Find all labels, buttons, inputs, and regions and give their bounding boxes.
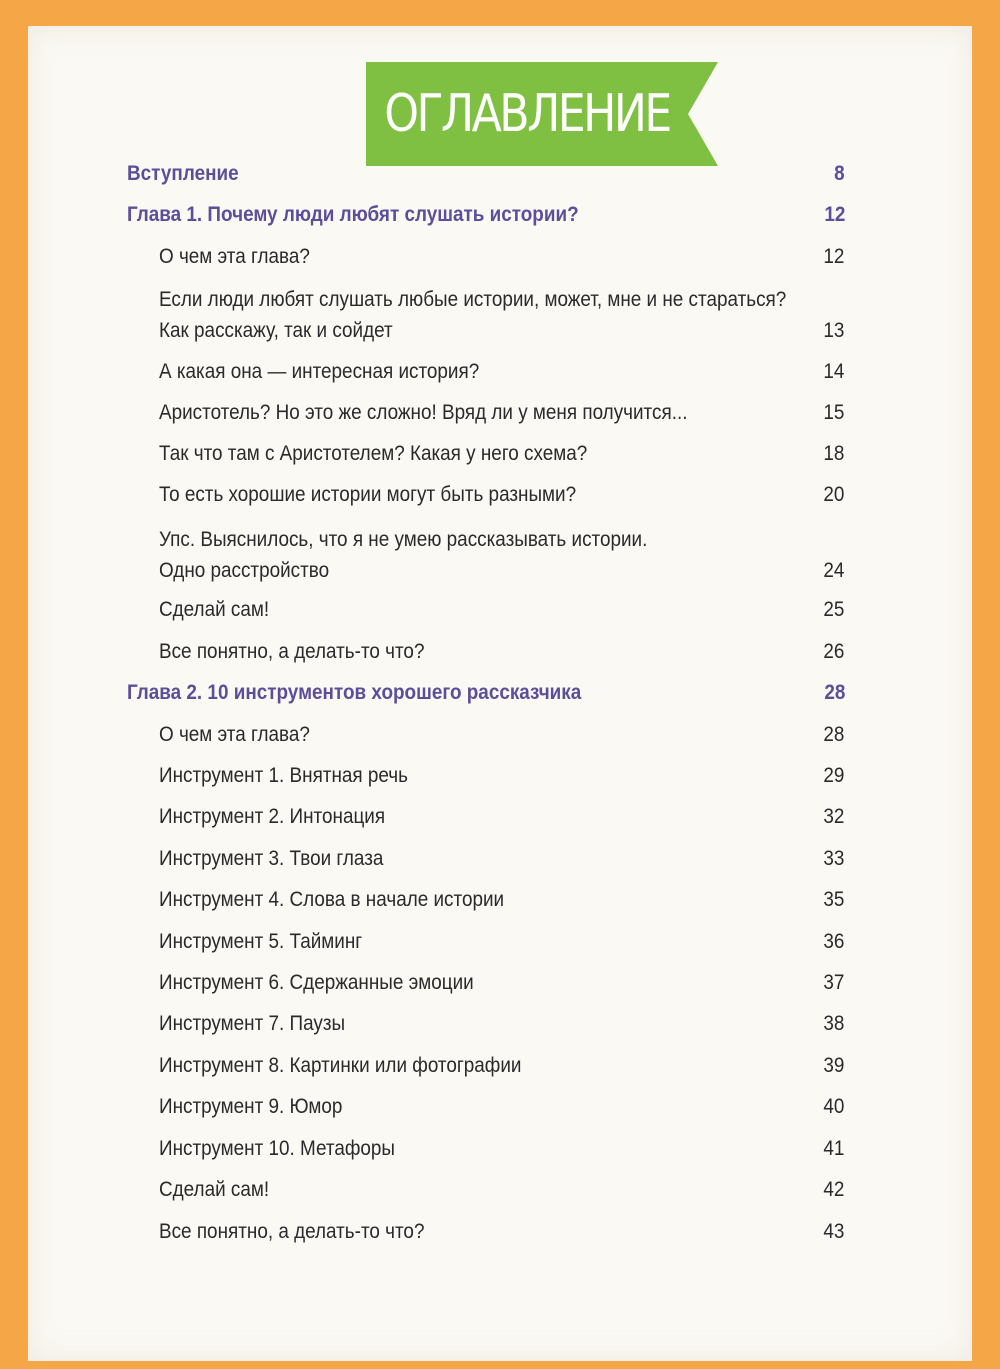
toc-title: Инструмент 5. Тайминг [159, 930, 363, 953]
toc-page: 41 [822, 1137, 844, 1160]
toc-title: Инструмент 7. Паузы [159, 1012, 346, 1035]
toc-page: 26 [822, 640, 844, 663]
toc-title: Инструмент 9. Юмор [159, 1095, 343, 1118]
toc-title: Инструмент 10. Метафоры [159, 1137, 395, 1160]
toc-title: Инструмент 2. Интонация [159, 805, 386, 828]
book-page [28, 26, 972, 1361]
toc-page: 8 [834, 162, 845, 185]
toc-title: Вступление [127, 162, 239, 185]
toc-title: Инструмент 8. Картинки или фотографии [159, 1054, 522, 1077]
toc-title: Инструмент 3. Твои глаза [159, 847, 384, 870]
table-of-contents [28, 26, 972, 1361]
toc-title-line-1: Упс. Выяснилось, что я не умею рассказывать истории. [159, 528, 648, 551]
toc-page: 43 [822, 1220, 844, 1243]
toc-page: 15 [822, 401, 844, 424]
toc-title: Инструмент 6. Сдержанные эмоции [159, 971, 474, 994]
toc-page: 36 [822, 930, 844, 953]
toc-title: Инструмент 1. Внятная речь [159, 764, 408, 787]
toc-title: Аристотель? Но это же сложно! Вряд ли у меня получится... [159, 401, 688, 424]
toc-title: То есть хорошие истории могут быть разными? [159, 483, 577, 506]
toc-title: Все понятно, а делать-то что? [159, 640, 425, 663]
toc-title: А какая она — интересная история? [159, 360, 480, 383]
toc-title: Так что там с Аристотелем? Какая у него схема? [159, 442, 588, 465]
toc-title: Сделай сам! [159, 1178, 270, 1201]
toc-page: 37 [822, 971, 844, 994]
toc-title: О чем эта глава? [159, 245, 310, 268]
page-title: ОГЛАВЛЕНИЕ [384, 84, 670, 144]
toc-page: 13 [822, 319, 844, 342]
toc-page: 28 [822, 723, 844, 746]
toc-title-line-2: Как расскажу, так и сойдет [159, 319, 393, 342]
toc-page: 14 [822, 360, 844, 383]
toc-title-line-2: Одно расстройство [159, 559, 330, 582]
toc-page: 39 [822, 1054, 844, 1077]
toc-page: 32 [822, 805, 844, 828]
toc-page: 18 [822, 442, 844, 465]
toc-title: Инструмент 4. Слова в начале истории [159, 888, 505, 911]
toc-page: 12 [822, 245, 844, 268]
toc-title: О чем эта глава? [159, 723, 310, 746]
toc-title-line-1: Если люди любят слушать любые истории, может, мне и не стараться? [159, 288, 787, 311]
toc-page: 24 [822, 559, 844, 582]
toc-page: 42 [822, 1178, 844, 1201]
toc-title: Глава 1. Почему люди любят слушать истории? [127, 203, 579, 226]
toc-page: 40 [822, 1095, 844, 1118]
toc-page: 35 [822, 888, 844, 911]
toc-title: Сделай сам! [159, 598, 270, 621]
toc-title: Глава 2. 10 инструментов хорошего рассказчика [127, 681, 582, 704]
toc-page: 28 [823, 681, 845, 704]
toc-page: 12 [823, 203, 845, 226]
toc-title: Все понятно, а делать-то что? [159, 1220, 425, 1243]
toc-page: 38 [822, 1012, 844, 1035]
toc-page: 29 [822, 764, 844, 787]
toc-page: 20 [822, 483, 844, 506]
toc-page: 25 [822, 598, 844, 621]
toc-page: 33 [822, 847, 844, 870]
